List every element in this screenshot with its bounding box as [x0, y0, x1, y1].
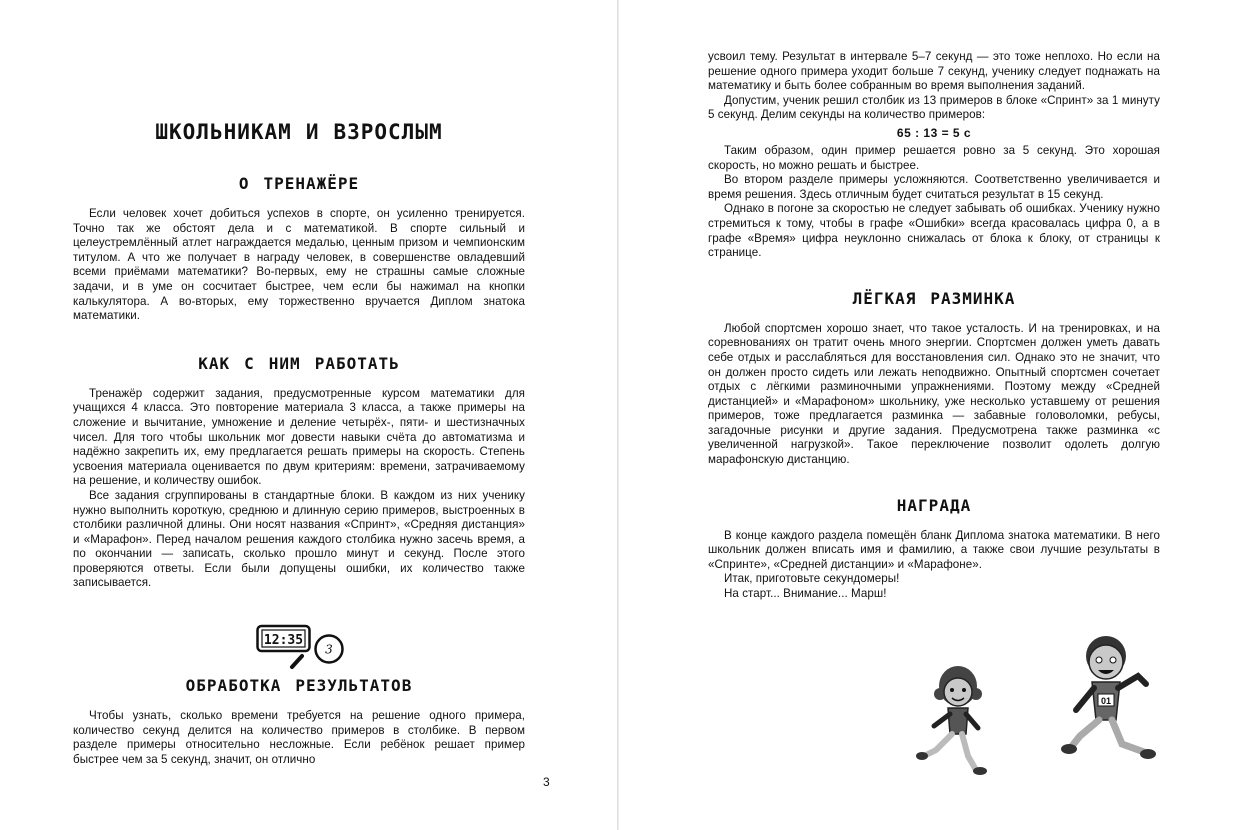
running-girl-figure	[916, 666, 987, 775]
title-word: ВЗРОСЛЫМ	[333, 120, 443, 144]
heading-word: КАК	[198, 353, 231, 373]
left-column	[73, 120, 525, 591]
paragraph: Чтобы узнать, сколько времени требуется на решение одного примера, количество секунд делится на количество примеров в столбике. В первом разделе примеры относительно несложные. Если ребёнок решает пример быстрее чем за 5 секунд, значит, он отлично	[73, 709, 525, 766]
paragraph: Однако в погоне за скоростью не следует забывать об ошибках. Ученику нужно стремиться к тому, чтобы в графе «Ошибки» всегда красовалась цифра 0, а в графе «Время» цифра неуклонно снижалась от блока к блоку, от страницы к странице.	[708, 202, 1160, 260]
heading-word: РЕЗУЛЬТАТОВ	[295, 676, 413, 695]
paragraph: усвоил тему. Результат в интервале 5–7 секунд — это тоже неплохо. Но если на решение одного примера уходит больше 7 секунд, ученику следует поднажать на математику и быть более собранным во время выполнения заданий.	[708, 50, 1160, 93]
heading-word: НИМ	[268, 353, 301, 373]
paragraph: В конце каждого раздела помещён бланк Диплома знатока математики. В него школьник должен вписать имя и фамилию, а также свои лучшие результаты в «Спринте», «Средней дистанции» и «Марафоне».	[708, 528, 1160, 571]
title-word: И	[305, 120, 320, 144]
page-number: 3	[543, 775, 550, 789]
heading-word: НАГРАДА	[896, 495, 972, 515]
heading-word: РАЗМИНКА	[930, 288, 1016, 308]
left-column-bottom	[73, 676, 525, 767]
heading-word: ЛЁГКАЯ	[852, 288, 917, 308]
title-word: ШКОЛЬНИКАМ	[155, 120, 292, 144]
paragraph: Итак, приготовьте секундомеры!	[724, 572, 900, 586]
heading-about-trainer	[73, 174, 525, 193]
paragraph: Тренажёр содержит задания, предусмотренные курсом математики для учащихся 4 класса. Это повторение материала 3 класса, а также примеры на сложение и вычитание, умножение и деление четырёх-, пяти- и шестизначных чисел. Для того чтобы школьник мог довести навыки счёта до автоматизма и надёжно закрепить их, ему предлагается решать примеры на скорость. Степень усвоения материала оценивается по двум критериям: времени, затрачиваемому на решение, и количеству ошибок.	[73, 386, 525, 488]
runner-bib-number: 01	[1100, 696, 1112, 706]
running-kids-illustration	[894, 616, 1164, 786]
book-gutter	[617, 0, 619, 830]
stopwatch-display-icon	[256, 624, 346, 670]
heading-light-warmup	[708, 289, 1160, 308]
heading-word: ТРЕНАЖЁРЕ	[263, 174, 360, 193]
paragraph: Любой спортсмен хорошо знает, что такое усталость. И на тренировках, и на соревнованиях он тратит очень много энергии. Спортсмен должен уметь давать себе отдых и расслабляться для восстановления сил. Однако это не значит, что он должен просто сидеть или лежать неподвижно. Опытный спортсмен сочетает отдых с лёгкими разминочными упражнениями. Поэтому между «Средней дистанцией» и «Марафоном» школьнику, уже несколько уставшему от решения примеров, тоже предлагается разминка — забавные головоломки, ребусы, загадочные рисунки и другие задания. Предусмотрена также разминка «с увеличенной нагрузкой». Такое переключение позволит одолеть долгую марафонскую дистанцию.	[708, 321, 1160, 467]
paragraph: Таким образом, один пример решается ровно за 5 секунд. Это хорошая скорость, но можно решать и быстрее.	[708, 143, 1160, 172]
page-title	[73, 120, 525, 144]
heading-word: РАБОТАТЬ	[314, 353, 400, 373]
heading-word: С	[244, 353, 255, 373]
paragraph: Если человек хочет добиться успехов в спорте, он усиленно тренируется. Точно так же обстоят дела и с математикой. В спорте сильный и целеустремлённый атлет награждается медалью, ценным призом и чемпионским титулом. А что же получает в награду человек, в совершенстве овладевший всеми приёмами математики? Во-первых, ему не страшны самые сложные задачи, и в уме он сосчитает быстрее, чем если бы нажимал на кнопки калькулятора. А во-вторых, ему торжественно вручается Диплом знатока математики.	[73, 207, 525, 323]
heading-word: О	[238, 174, 250, 193]
heading-how-to-work	[73, 354, 525, 373]
heading-word: ОБРАБОТКА	[185, 676, 282, 695]
formula: 65 : 13 = 5 с	[896, 125, 972, 140]
paragraph: Во втором разделе примеры усложняются. Соответственно увеличивается и время решения. Здесь отличным будет считаться результат в 15 секунд.	[708, 173, 1160, 201]
timer-badge-number: 3	[325, 642, 333, 657]
paragraph: Допустим, ученик решил столбик из 13 примеров в блоке «Спринт» за 1 минуту 5 секунд. Делим секунды на количество примеров:	[708, 93, 1160, 122]
timer-digits: 12:35	[263, 633, 304, 648]
heading-processing-results	[73, 676, 525, 695]
right-column	[708, 50, 1160, 602]
paragraph: Все задания сгруппированы в стандартные блоки. В каждом из них ученику нужно выполнить короткую, среднюю и длинную серию примеров, выстроенных в столбики различной длины. Они носят названия «Спринт», «Средняя дистанция» и «Марафон». Перед началом решения каждого столбика нужно засечь время, а по окончании — записать, сколько прошло минут и секунд. После этого проверяются ответы. Если были допущены ошибки, их количество также записывается.	[73, 488, 525, 590]
heading-award	[708, 496, 1160, 515]
running-boy-figure	[1061, 636, 1156, 759]
paragraph: На старт... Внимание... Марш!	[724, 587, 887, 601]
